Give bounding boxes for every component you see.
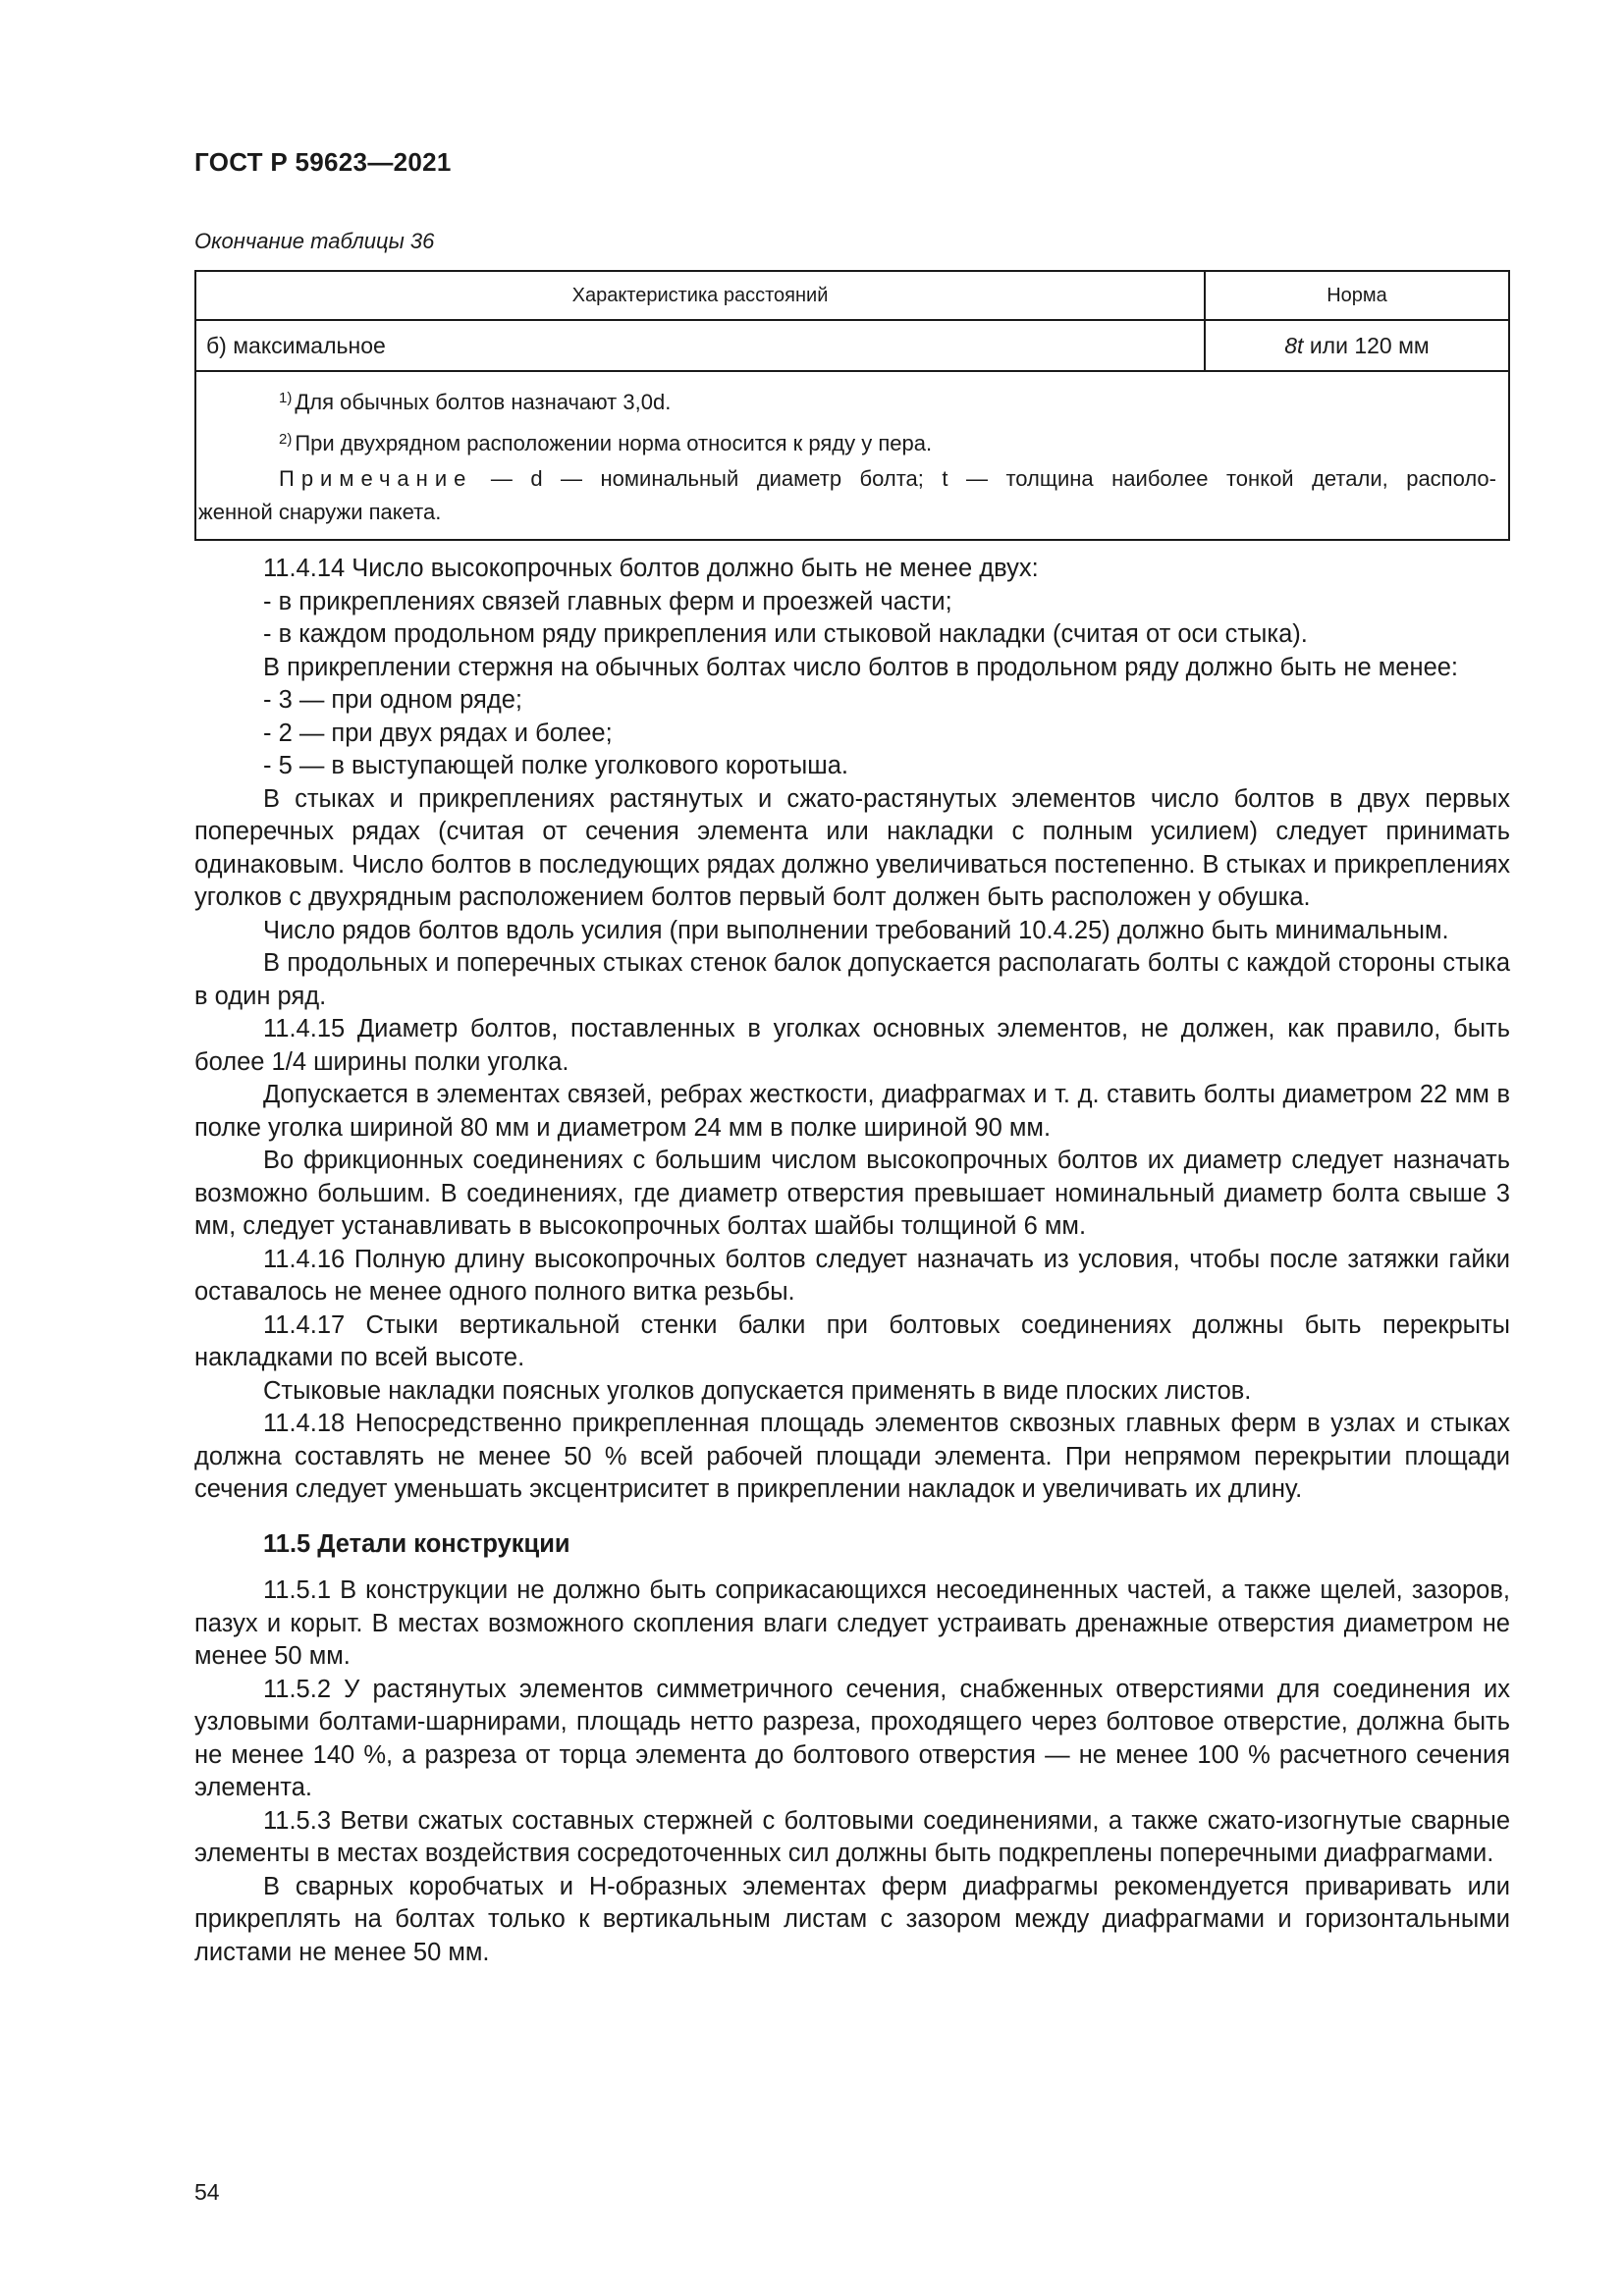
row-value-variable: 8t bbox=[1284, 332, 1304, 358]
list-item: - в прикреплениях связей главных ферм и проезжей части; bbox=[263, 587, 952, 615]
remark-label: Примечание bbox=[279, 466, 473, 491]
list-item: - 3 — при одном ряде; bbox=[263, 686, 522, 714]
paragraph: Число рядов болтов вдоль усилия (при выполнении требований 10.4.25) должно быть минимальным. bbox=[263, 916, 1449, 944]
paragraph: 11.4.17 Стыки вертикальной стенки балки при болтовых соединениях должны быть перекрыты накладками по всей высоте. bbox=[194, 1310, 1510, 1371]
footnote-2 bbox=[196, 421, 1496, 462]
table-notes bbox=[196, 372, 1508, 539]
row-value-cell bbox=[1206, 321, 1508, 370]
paragraph: 11.4.18 Непосредственно прикрепленная площадь элементов сквозных главных ферм в узлах и стыках должна составлять не менее 50 % всей рабочей площади элемента. При непрямом перекрытии площади сечения следует уменьшать эксцентриситет в прикреплении накладок и увеличивать их длину. bbox=[194, 1410, 1510, 1503]
paragraph: В сварных коробчатых и Н-образных элементах ферм диафрагмы рекомендуется приваривать или прикреплять на болтах только к вертикальным листам с зазором между диафрагмами и горизонтальными листами не менее 50 мм. bbox=[194, 1872, 1510, 1966]
footnote-1-mark: 1) bbox=[279, 390, 293, 406]
document-code: ГОСТ Р 59623—2021 bbox=[194, 147, 452, 177]
main-text bbox=[194, 553, 1510, 1969]
list-item: - 5 — в выступающей полке уголкового коротыша. bbox=[263, 752, 848, 779]
paragraph: 11.5.2 У растянутых элементов симметричного сечения, снабженных отверстиями для соединения их узловыми болтами-шарнирами, площадь нетто разреза, проходящего через болтовое отверстие, должна быть не менее 140 %, а разреза от торца элемента до болтового отверстия — не менее 100 % расчетного сечения элемента. bbox=[194, 1675, 1510, 1801]
table-remark-line-1 bbox=[196, 462, 1496, 496]
header-cell-norm: Норма bbox=[1326, 284, 1387, 306]
row-value-text: или 120 мм bbox=[1303, 332, 1430, 358]
paragraph: 11.5.1 В конструкции не должно быть соприкасающихся несоединенных частей, а также щелей, зазоров, пазух и корыт. В местах возможного скопления влаги следует устраивать дренажные отверстия диаметром не менее 50 мм. bbox=[194, 1576, 1510, 1670]
paragraph: Допускается в элементах связей, ребрах жесткости, диафрагмах и т. д. ставить болты диаметром 22 мм в полке уголка шириной 80 мм и диаметром 24 мм в полке шириной 90 мм. bbox=[194, 1081, 1510, 1142]
header-cell-characteristic: Характеристика расстояний bbox=[196, 272, 1206, 319]
table-row bbox=[196, 321, 1508, 372]
paragraph: Во фрикционных соединениях с большим числом высокопрочных болтов их диаметр следует назначать возможно большим. В соединениях, где диаметр отверстия превышает номинальный диаметр болта свыше 3 мм, следует устанавливать в высокопрочных болтах шайбы толщиной 6 мм. bbox=[194, 1147, 1510, 1240]
paragraph: Стыковые накладки поясных уголков допускается применять в виде плоских листов. bbox=[263, 1376, 1252, 1405]
footnote-1 bbox=[196, 380, 1496, 421]
table-caption: Окончание таблицы 36 bbox=[194, 229, 435, 253]
paragraph: В прикреплении стержня на обычных болтах число болтов в продольном ряду должно быть не менее: bbox=[263, 653, 1459, 681]
footnote-2-mark: 2) bbox=[279, 431, 293, 448]
paragraph: В продольных и поперечных стыках стенок балок допускается располагать болты с каждой стороны стыка в один ряд. bbox=[194, 949, 1510, 1010]
section-heading: 11.5 Детали конструкции bbox=[263, 1529, 570, 1558]
paragraph: В стыках и прикреплениях растянутых и сжато-растянутых элементов число болтов в двух первых поперечных рядах (считая от сечения элемента или накладки с полным усилием) следует принимать одинаковым. Число болтов в последующих рядах должно увеличиваться постепенно. В стыках и прикреплениях уголков с двухрядным расположением болтов первый болт должен быть расположен у обушка. bbox=[194, 784, 1510, 911]
table-remark-line-2: женной снаружи пакета. bbox=[198, 500, 442, 524]
paragraph: 11.5.3 Ветви сжатых составных стержней с болтовыми соединениями, а также сжато-изогнутые сварные элементы в местах воздействия сосредоточенных сил должны быть подкреплены поперечными диафрагмами. bbox=[194, 1806, 1510, 1867]
table-header-row bbox=[196, 272, 1508, 321]
list-item: - 2 — при двух рядах и более; bbox=[263, 719, 613, 747]
remark-text: — d — номинальный диаметр болта; t — толщина наиболее тонкой детали, располо- bbox=[472, 466, 1496, 491]
footnote-1-text: Для обычных болтов назначают 3,0d. bbox=[295, 390, 672, 414]
footnote-2-text: При двухрядном расположении норма относится к ряду у пера. bbox=[295, 431, 933, 455]
page-number: 54 bbox=[194, 2179, 220, 2205]
paragraph: 11.4.16 Полную длину высокопрочных болтов следует назначать из условия, чтобы после затяжки гайки оставалось не менее одного полного витка резьбы. bbox=[194, 1245, 1510, 1306]
row-label-cell: б) максимальное bbox=[196, 321, 1206, 370]
list-item: - в каждом продольном ряду прикрепления или стыковой накладки (считая от оси стыка). bbox=[263, 620, 1308, 648]
paragraph: 11.4.14 Число высокопрочных болтов должно быть не менее двух: bbox=[263, 555, 1039, 582]
paragraph: 11.4.15 Диаметр болтов, поставленных в уголках основных элементов, не должен, как правило, быть более 1/4 ширины полки уголка. bbox=[194, 1015, 1510, 1076]
table-36 bbox=[194, 270, 1510, 541]
